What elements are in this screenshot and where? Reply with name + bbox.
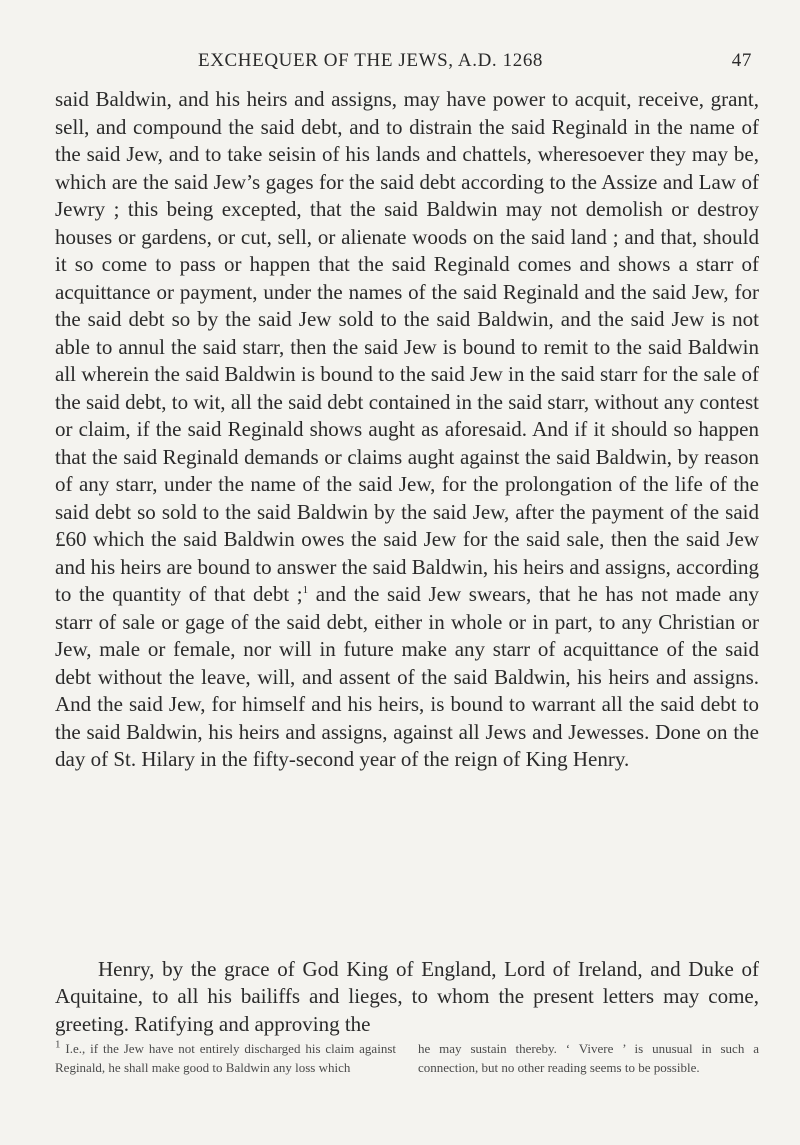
main-paragraph (55, 86, 759, 774)
footnote-text-left: I.e., if the Jew have not entirely discharged his claim against Reginald, he shall make good to Baldwin any loss which (55, 1041, 396, 1075)
footnote-marker: 1 (55, 1038, 61, 1051)
main-paragraph-part-1: said Baldwin, and his heirs and assigns, may have power to acquit, receive, grant, sell, and compound the said debt, and to distrain the said Reginald in the name of the said Jew, and to take seisin of his lands and chattels, wheresoever they may be, which are the said Jew’s gages for the said debt according to the Assize and Law of Jewry ; this being excepted, that the said Baldwin may not demolish or destroy houses or gardens, or cut, sell, or alienate woods on the said land ; and that, should it so come to pass or happen that the said Reginald comes and shows a starr of acquittance or payment, under the names of the said Reginald and the said Jew, for the said debt so by the said Jew sold to the said Baldwin, and the said Jew is not able to annul the said starr, then the said Jew is bound to remit to the said Baldwin all wherein the said Baldwin is bound to the said Jew in the said starr for the sale of the said debt, to wit, all the said debt contained in the said starr, without any contest or claim, if the said Reginald shows aught as aforesaid. And if it should so happen that the said Reginald demands or claims aught against the said Baldwin, by reason of any starr, under the name of the said Jew, for the prolongation of the life of the said debt so sold to the said Baldwin by the said Jew, after the payment of the said £60 which the said Baldwin owes the said Jew for the said sale, then the said Jew and his heirs are bound to answer the said Baldwin, his heirs and assigns, according to the quantity of that debt ; (55, 87, 759, 606)
footnote-right-column (418, 1040, 759, 1077)
page-number: 47 (731, 50, 752, 71)
page-header (198, 50, 752, 76)
writ-paragraph: Henry, by the grace of God King of England, Lord of Ireland, and Duke of Aquitaine, to all his bailiffs and lieges, to whom the present letters may come, greeting. Ratifying and approving the (55, 957, 759, 1036)
footnote-left-column (55, 1040, 396, 1077)
footnote-text-right: he may sustain thereby. ‘ Vivere ’ is unusual in such a connection, but no other reading seems to be possible. (418, 1041, 759, 1075)
main-paragraph-part-2: and the said Jew swears, that he has not made any starr of sale or gage of the said debt, either in whole or in part, to any Christian or Jew, male or female, nor will in future make any starr of acquittance of the said debt without the leave, will, and assent of the said Baldwin, his heirs and assigns. And the said Jew, for himself and his heirs, is bound to warrant all the said debt to the said Baldwin, his heirs and assigns, against all Jews and Jewesses. Done on the day of St. Hilary in the fifty-second year of the reign of King Henry. (55, 582, 759, 771)
footnote-reference: 1 (302, 584, 309, 596)
running-title: EXCHEQUER OF THE JEWS, A.D. 1268 (198, 50, 544, 71)
footnotes (55, 1040, 759, 1077)
